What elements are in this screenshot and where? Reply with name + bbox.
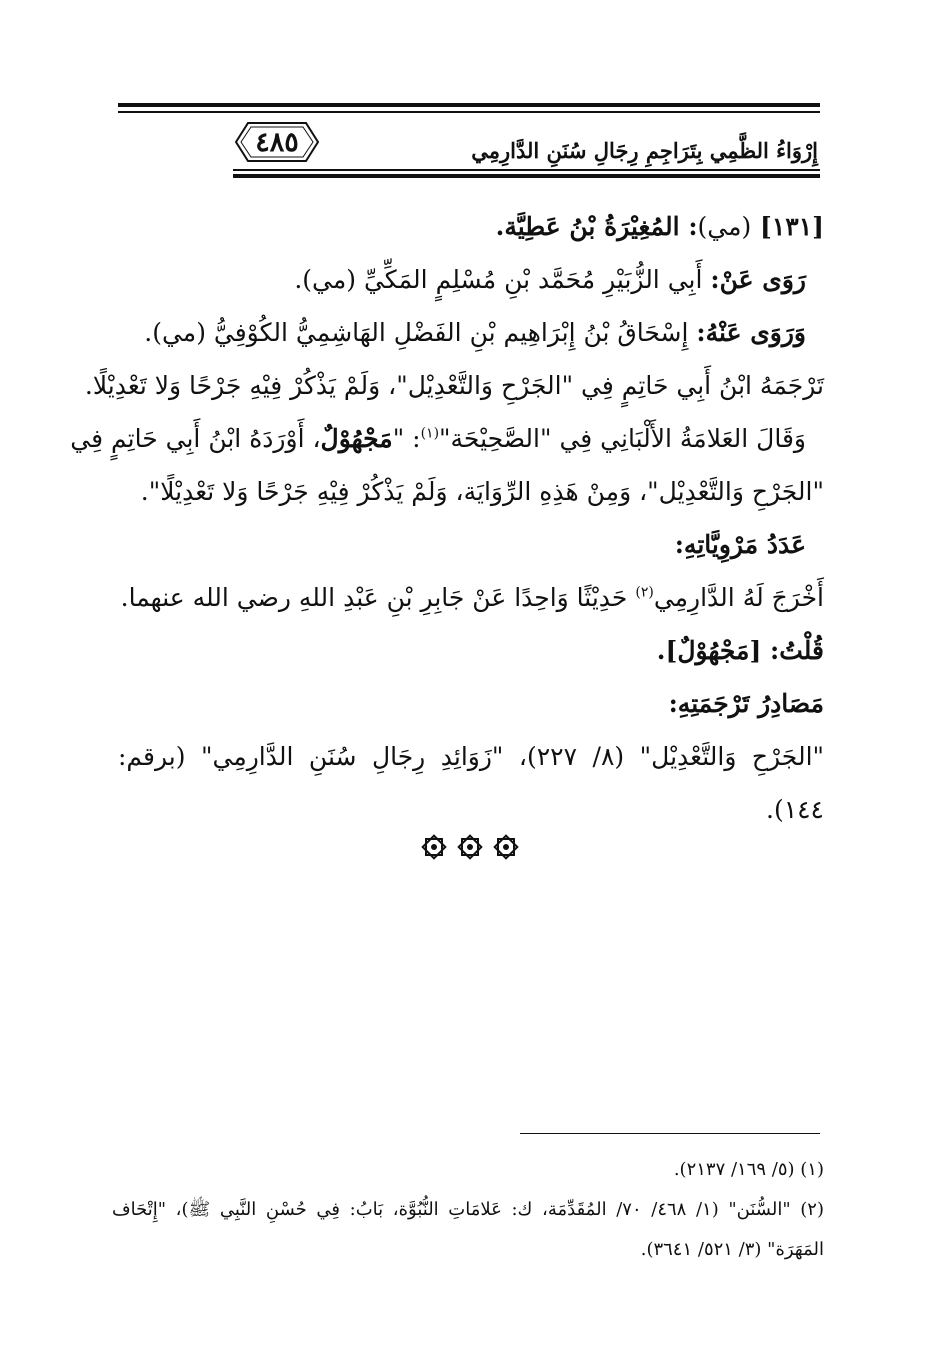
akhraja-text-b: حَدِيْثًا وَاحِدًا عَنْ جَابِرِ بْنِ عَبْدِ اللهِ رضي الله عنهما. [120, 583, 636, 612]
sources-heading: مَصَادِرُ تَرْجَمَتِهِ: [668, 689, 824, 718]
header-rule-bottom [233, 174, 820, 178]
qultu-label: قُلْتُ: [769, 636, 824, 665]
narrated-from-line [118, 253, 824, 306]
sources-text-1: "الجَرْحِ وَالتَّعْدِيْل" (٨/ ٢٢٧)، "زَوَائِدِ رِجَالِ سُنَنِ الدَّارِمِي" (برقم: [118, 742, 824, 771]
footnote-separator [520, 1133, 820, 1134]
footnote-1: (١) (٥/ ١٦٩/ ٢١٣٧). [673, 1159, 824, 1180]
page-number: ٤٨٥ [255, 126, 299, 158]
albani-text-1a: وَقَالَ العَلامَةُ الأَلْبَانِي فِي "الصَّحِيْحَة" [439, 424, 806, 453]
qultu-line [118, 624, 824, 677]
tarjamah-text: تَرْجَمَهُ ابْنُ أَبِي حَاتِمٍ فِي "الجَرْحِ وَالتَّعْدِيْل"، وَلَمْ يَذْكُرْ فِيْهِ جَرْحًا وَلا تَعْدِيْلًا. [84, 371, 824, 400]
count-heading: عَدَدُ مَرْوِيَّاتِهِ: [674, 530, 806, 559]
entry-heading [118, 200, 824, 253]
entry-name: : المُغِيْرَةُ بْنُ عَطِيَّة. [495, 212, 698, 241]
entry-sigla: (مي) [697, 212, 752, 241]
albani-line-1 [70, 412, 824, 465]
narrated-from-text: أَبِي الزُّبَيْرِ مُحَمَّد بْنِ مُسْلِمٍ المَكِّيِّ (مي). [294, 265, 703, 294]
albani-verdict: مَجْهُوْلٌ [320, 424, 393, 453]
footnote-ref-1: (١) [420, 425, 440, 442]
running-title: إِرْوَاءُ الظَّمِي بِتَرَاجِمِ رِجَالِ سُنَنِ الدَّارِمِي [471, 138, 818, 163]
footnote-2-line-2: المَهَرَة" (٣/ ٥٢١/ ٣٦٤١). [640, 1239, 824, 1260]
header-rule-top [118, 103, 820, 107]
header-rule-bottom-thin [233, 169, 820, 171]
albani-text-1b: : " [392, 424, 421, 453]
albani-text-2: "الجَرْحِ وَالتَّعْدِيْل"، وَمِنْ هَذِهِ الرِّوَايَة، وَلَمْ يَذْكُرْ فِيْهِ جَرْحًا وَلا تَعْدِيْلًا". [140, 477, 824, 506]
sources-text-2: ١٤٤). [766, 795, 824, 824]
sources-line-2 [118, 783, 824, 836]
narrated-by-text: إِسْحَاقُ بْنُ إِبْرَاهِيم بْنِ الفَضْلِ الهَاشِمِيُّ الكُوْفِيُّ (مي). [144, 318, 689, 347]
header-rule-top-thin [118, 111, 820, 113]
narrated-by-line [118, 306, 824, 359]
page-number-frame [234, 120, 320, 164]
footnotes [112, 1150, 824, 1270]
eight-point-star-icon [455, 832, 485, 862]
entry-number: [١٣١] [760, 212, 824, 241]
narrated-from-label: رَوَى عَنْ: [710, 265, 806, 294]
tarjamah-line [84, 359, 824, 412]
eight-point-star-icon [491, 832, 521, 862]
footnote-ref-2: (٢) [635, 584, 654, 601]
footnote-2-text-1: (٢) "السُّنَن" (١/ ٤٦٨/ ٧٠/ المُقَدِّمَة، ك: عَلامَاتِ النُّبُوَّة، بَابُ: فِي حُسْنِ النَّبِي ﷺ)، "إِتْحَاف [112, 1199, 824, 1220]
footnote-2-line-1 [112, 1190, 824, 1230]
albani-line-2 [118, 465, 824, 518]
eight-point-star-icon [419, 832, 449, 862]
albani-text-1c: ، أَوْرَدَهُ ابْنُ أَبِي حَاتِمٍ فِي [70, 424, 321, 453]
section-ornaments [410, 832, 530, 872]
akhraja-line [118, 571, 824, 624]
akhraja-text-a: أَخْرَجَ لَهُ الدَّارِمِي [653, 583, 824, 612]
narrated-by-label: وَرَوَى عَنْهُ: [696, 318, 806, 347]
main-text [70, 200, 824, 836]
sources-line-1 [118, 730, 824, 783]
qultu-text: [مَجْهُوْلٌ]. [656, 636, 770, 665]
